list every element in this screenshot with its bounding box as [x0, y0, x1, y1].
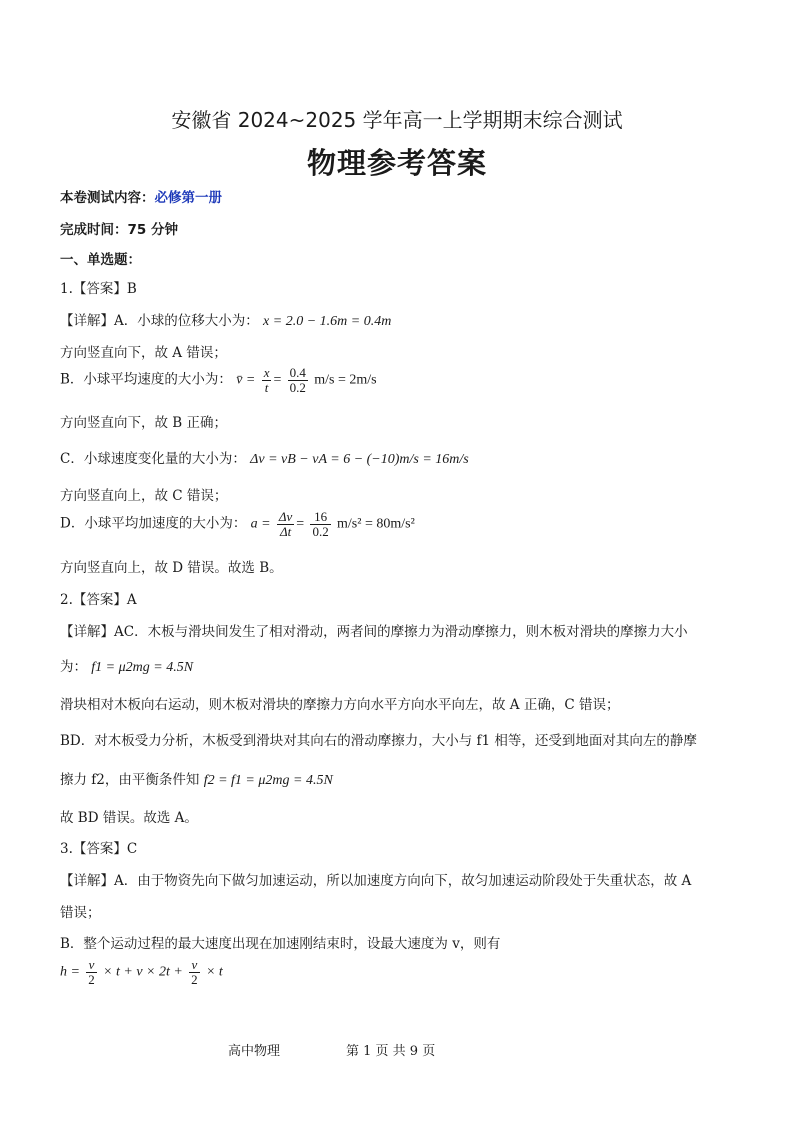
test-time: 完成时间：75 分钟	[60, 222, 178, 238]
q1-a-formula: x = 2.0 − 1.6m = 0.4m	[263, 314, 392, 329]
q2-detail-ac: 【详解】AC．木板与滑块间发生了相对滑动，两者间的摩擦力为滑动摩擦力，则木板对滑块的摩擦力大小	[60, 624, 688, 640]
q3-b-h: h =	[60, 964, 80, 980]
q1-c-direction: 方向竖直向上，故 C 错误；	[60, 488, 228, 504]
q1-answer: 1.【答案】B	[60, 281, 137, 297]
q3-b-tail: × t	[205, 964, 223, 980]
q3-b-mid: × t + v × 2t +	[103, 964, 183, 980]
q1-detail-c	[60, 447, 469, 468]
q1-b-frac2-den: 0.2	[289, 379, 306, 395]
q3-detail-b: B．整个运动过程的最大速度出现在加速刚结束时，设最大速度为 v，则有	[60, 936, 501, 952]
q3-b-frac1-num: v	[86, 958, 97, 973]
q2-ac-wei: 为：	[60, 659, 87, 675]
q1-detail-a	[60, 309, 391, 330]
q1-a-text: 【详解】A．小球的位移大小为：	[60, 313, 259, 329]
q1-d-frac2-num: 16	[310, 510, 330, 525]
q3-b-frac1	[86, 958, 97, 986]
test-scope	[60, 186, 222, 206]
q1-detail-d: D．小球平均加速度的大小为： a = $\frac{\Delta v}{\Delta t}$ = $\frac{16}{0.2}$ m/s² = 80m/s²	[60, 509, 415, 539]
q3-b-frac2	[189, 958, 200, 986]
q1-d-frac2-den: 0.2	[312, 523, 329, 539]
q1-d-frac1-num: Δv	[278, 509, 293, 524]
q3-detail-a: 【详解】A．由于物资先向下做匀加速运动，所以加速度方向向下，故匀加速运动阶段处于失重状态，故 A	[60, 873, 692, 889]
q3-answer: 3.【答案】C	[60, 841, 138, 857]
q2-ac-result: 滑块相对木板向右运动，则木板对滑块的摩擦力方向水平方向水平向左，故 A 正确，C 错误；	[60, 697, 620, 713]
q1-d-frac1-den: Δt	[279, 523, 292, 539]
q2-bd-formula: f2 = f1 = μ2mg = 4.5N	[203, 773, 333, 788]
q1-b-frac1-num: x	[263, 365, 270, 380]
q1-b-text: B．小球平均速度的大小为：	[60, 371, 232, 388]
q2-ac-formula-line	[60, 655, 193, 676]
q1-d-lhs: a =	[250, 516, 271, 532]
q1-a-direction: 方向竖直向下，故 A 错误；	[60, 345, 227, 361]
q2-bd-text2: 擦力 f2，由平衡条件知	[60, 772, 200, 788]
q3-a-text2: 错误；	[60, 905, 101, 921]
test-scope-value: 必修第一册	[154, 190, 222, 206]
q3-b-frac2-den: 2	[191, 971, 198, 987]
q1-d-frac2	[310, 510, 330, 538]
q1-b-rhs: m/s = 2m/s	[314, 372, 377, 388]
q1-c-formula: Δv = vB − vA = 6 − (−10)m/s = 16m/s	[250, 452, 469, 467]
q2-detail-bd: BD．对木板受力分析，木板受到滑块对其向右的滑动摩擦力，大小与 f1 相等，还受到地面对其向左的静摩	[60, 733, 697, 749]
test-scope-label: 本卷测试内容：	[60, 190, 155, 206]
document-subtitle: 物理参考答案	[306, 146, 487, 180]
document-title: 安徽省 2024~2025 学年高一上学期期末综合测试	[171, 108, 623, 132]
q1-b-direction: 方向竖直向下，故 B 正确；	[60, 415, 228, 431]
footer-page-number: 第 1 页 共 9 页	[346, 1044, 436, 1059]
q3-b-formula	[60, 958, 223, 986]
q1-d-text: D．小球平均加速度的大小为：	[60, 515, 247, 532]
q2-bd-formula-line	[60, 768, 333, 789]
q1-b-lhs: v̄ =	[236, 372, 256, 388]
q3-b-frac2-num: v	[189, 958, 200, 973]
q1-d-rhs: m/s² = 80m/s²	[337, 516, 415, 532]
footer-subject: 高中物理	[228, 1044, 281, 1059]
q1-d-frac1	[277, 510, 294, 538]
q1-b-frac2-num: 0.4	[289, 365, 306, 380]
q1-b-frac1-den: t	[264, 379, 269, 395]
q2-ac-formula: f1 = μ2mg = 4.5N	[91, 660, 194, 675]
q1-c-text: C．小球速度变化量的大小为：	[60, 451, 246, 467]
q2-answer: 2.【答案】A	[60, 592, 137, 608]
q1-b-frac2	[288, 366, 308, 394]
q3-b-frac1-den: 2	[88, 971, 95, 987]
q2-bd-result: 故 BD 错误。故选 A。	[60, 810, 198, 826]
q1-d-direction: 方向竖直向上，故 D 错误。故选 B。	[60, 560, 283, 576]
section-heading: 一、单选题：	[60, 252, 141, 268]
q1-b-frac1	[262, 366, 272, 394]
q1-detail-b: B．小球平均速度的大小为： v̄ = $\frac{x}{t}$ = $\frac{0.4}{0.2}$ m/s = 2m/s	[60, 365, 377, 395]
